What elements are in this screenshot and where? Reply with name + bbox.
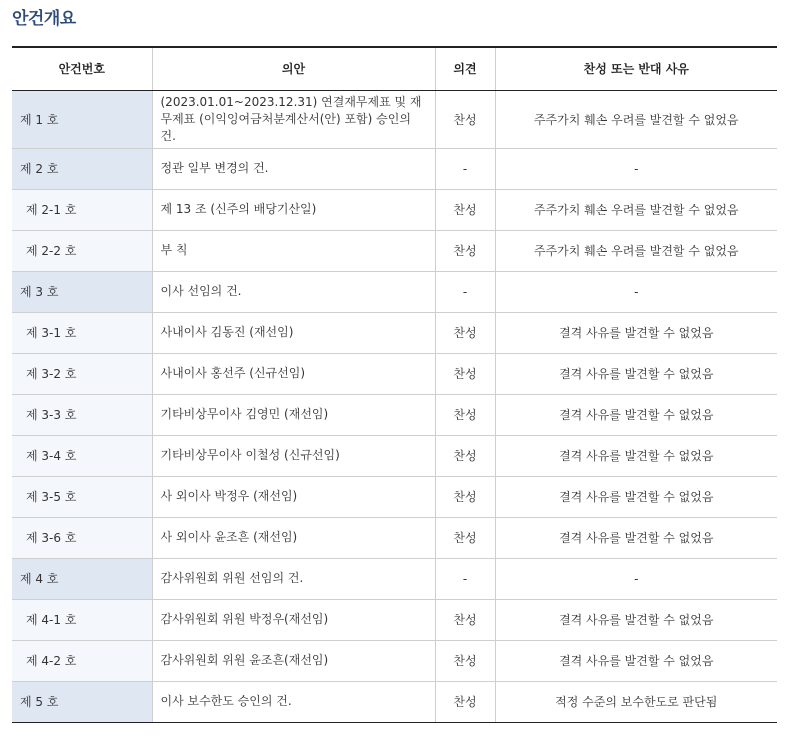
table-row	[12, 681, 777, 722]
cell-opinion: 찬성	[435, 230, 495, 271]
header-reason: 찬성 또는 반대 사유	[495, 47, 777, 90]
table-row	[12, 90, 777, 148]
cell-number: 제 4-1 호	[12, 599, 152, 640]
cell-agenda: 감사위원회 위원 박정우(재선임)	[152, 599, 435, 640]
cell-agenda: 부 칙	[152, 230, 435, 271]
cell-agenda: 사내이사 김동진 (재선임)	[152, 312, 435, 353]
cell-reason: 주주가치 훼손 우려를 발견할 수 없었음	[495, 189, 777, 230]
cell-number: 제 3 호	[12, 271, 152, 312]
cell-reason: 결격 사유를 발견할 수 없었음	[495, 640, 777, 681]
cell-reason: 결격 사유를 발견할 수 없었음	[495, 476, 777, 517]
table-row	[12, 558, 777, 599]
cell-agenda: (2023.01.01~2023.12.31) 연결재무제표 및 재무제표 (이익잉여금처분계산서(안) 포함) 승인의 건.	[152, 90, 435, 148]
cell-reason: 주주가치 훼손 우려를 발견할 수 없었음	[495, 90, 777, 148]
cell-opinion: 찬성	[435, 476, 495, 517]
cell-number: 제 1 호	[12, 90, 152, 148]
cell-opinion: -	[435, 148, 495, 189]
cell-number: 제 3-6 호	[12, 517, 152, 558]
table-row	[12, 271, 777, 312]
header-number: 안건번호	[12, 47, 152, 90]
cell-agenda: 이사 보수한도 승인의 건.	[152, 681, 435, 722]
cell-agenda: 사 외이사 윤조흔 (재선임)	[152, 517, 435, 558]
cell-reason: -	[495, 271, 777, 312]
table-row	[12, 640, 777, 681]
cell-agenda: 감사위원회 위원 선임의 건.	[152, 558, 435, 599]
cell-reason: 결격 사유를 발견할 수 없었음	[495, 517, 777, 558]
cell-reason: 주주가치 훼손 우려를 발견할 수 없었음	[495, 230, 777, 271]
cell-reason: 결격 사유를 발견할 수 없었음	[495, 394, 777, 435]
cell-opinion: 찬성	[435, 435, 495, 476]
cell-opinion: 찬성	[435, 189, 495, 230]
table-body	[12, 90, 777, 722]
table-row	[12, 189, 777, 230]
cell-reason: 결격 사유를 발견할 수 없었음	[495, 599, 777, 640]
table-row	[12, 312, 777, 353]
cell-opinion: 찬성	[435, 312, 495, 353]
agenda-table	[12, 46, 777, 723]
cell-agenda: 사내이사 홍선주 (신규선임)	[152, 353, 435, 394]
page-title: 안건개요	[12, 9, 76, 29]
header-agenda: 의안	[152, 47, 435, 90]
cell-reason: 결격 사유를 발견할 수 없었음	[495, 353, 777, 394]
cell-number: 제 3-4 호	[12, 435, 152, 476]
cell-number: 제 3-5 호	[12, 476, 152, 517]
cell-reason: -	[495, 148, 777, 189]
cell-agenda: 기타비상무이사 김영민 (재선임)	[152, 394, 435, 435]
cell-opinion: 찬성	[435, 640, 495, 681]
table-row	[12, 599, 777, 640]
table-row	[12, 353, 777, 394]
cell-agenda: 감사위원회 위원 윤조흔(재선임)	[152, 640, 435, 681]
cell-opinion: 찬성	[435, 394, 495, 435]
table-row	[12, 517, 777, 558]
cell-opinion: 찬성	[435, 517, 495, 558]
cell-opinion: -	[435, 271, 495, 312]
cell-opinion: -	[435, 558, 495, 599]
cell-number: 제 2 호	[12, 148, 152, 189]
cell-reason: 결격 사유를 발견할 수 없었음	[495, 435, 777, 476]
cell-number: 제 5 호	[12, 681, 152, 722]
table-row	[12, 435, 777, 476]
table-row	[12, 394, 777, 435]
cell-agenda: 이사 선임의 건.	[152, 271, 435, 312]
cell-opinion: 찬성	[435, 353, 495, 394]
table-header-row	[12, 47, 777, 90]
cell-opinion: 찬성	[435, 90, 495, 148]
table-row	[12, 230, 777, 271]
cell-opinion: 찬성	[435, 681, 495, 722]
cell-number: 제 4-2 호	[12, 640, 152, 681]
cell-opinion: 찬성	[435, 599, 495, 640]
table-row	[12, 476, 777, 517]
cell-agenda: 사 외이사 박정우 (재선임)	[152, 476, 435, 517]
cell-reason: 적정 수준의 보수한도로 판단됨	[495, 681, 777, 722]
cell-reason: 결격 사유를 발견할 수 없었음	[495, 312, 777, 353]
cell-number: 제 3-1 호	[12, 312, 152, 353]
cell-agenda: 제 13 조 (신주의 배당기산일)	[152, 189, 435, 230]
cell-agenda: 정관 일부 변경의 건.	[152, 148, 435, 189]
table-row	[12, 148, 777, 189]
cell-number: 제 2-2 호	[12, 230, 152, 271]
cell-number: 제 3-3 호	[12, 394, 152, 435]
cell-number: 제 4 호	[12, 558, 152, 599]
header-opinion: 의견	[435, 47, 495, 90]
cell-reason: -	[495, 558, 777, 599]
cell-number: 제 3-2 호	[12, 353, 152, 394]
cell-number: 제 2-1 호	[12, 189, 152, 230]
cell-agenda: 기타비상무이사 이철성 (신규선임)	[152, 435, 435, 476]
